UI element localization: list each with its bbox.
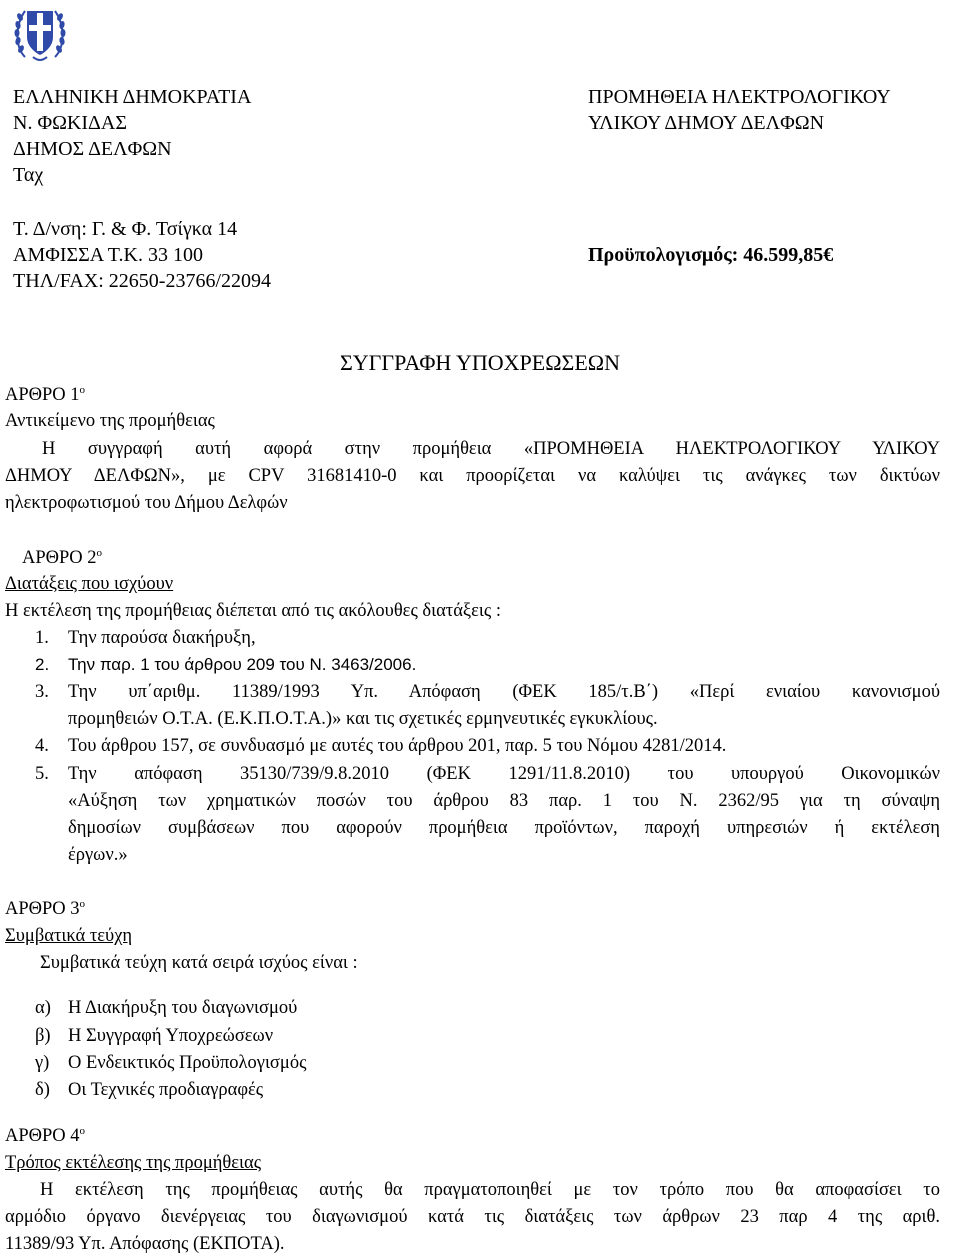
provision-2-number: 2. <box>35 655 50 674</box>
issuer-line-4: Ταχ <box>13 164 44 186</box>
provision-5-line-2: «Αύξηση των χρηματικών ποσών του άρθρου 83 παρ. 1 του Ν. 2362/95 για τη σύναψη <box>68 791 940 811</box>
contract-doc-c-text: Ο Ενδεικτικός Προϋπολογισμός <box>68 1053 307 1073</box>
issuer-line-2: Ν. ΦΩΚΙΔΑΣ <box>13 112 127 134</box>
address-line-2: ΑΜΦΙΣΣΑ Τ.Κ. 33 100 <box>13 244 203 266</box>
document-title: ΣΥΓΓΡΑΦΗ ΥΠΟΧΡΕΩΣΕΩΝ <box>339 350 621 375</box>
article-1-subtitle: Αντικείμενο της προμήθειας <box>5 411 215 431</box>
article-2-intro: Η εκτέλεση της προμήθειας διέπεται από τις ακόλουθες διατάξεις : <box>5 601 502 621</box>
address-line-3: ΤΗΛ/FAX: 22650-23766/22094 <box>13 270 272 292</box>
provision-3-line-1: Την υπ΄αριθμ. 11389/1993 Υπ. Απόφαση (ΦΕΚ 185/τ.Β΄) «Περί ενιαίου κανονισμού <box>68 682 940 702</box>
article-1-line-1: Η συγγραφή αυτή αφορά στην προμήθεια «ΠΡΟΜΗΘΕΙΑ ΗΛΕΚΤΡΟΛΟΓΙΚΟΥ ΥΛΙΚΟΥ <box>42 439 940 459</box>
provision-1-number: 1. <box>35 628 49 648</box>
greek-coat-of-arms-emblem <box>13 3 67 65</box>
article-4-subtitle: Τρόπος εκτέλεσης της προμήθειας <box>5 1153 262 1173</box>
contract-doc-b-number: β) <box>35 1026 51 1046</box>
provision-3-number: 3. <box>35 682 49 702</box>
article-1-line-2: ΔΗΜΟΥ ΔΕΛΦΩΝ», με CPV 31681410-0 και προορίζεται να καλύψει τις ανάγκες των δικτύων <box>5 466 940 486</box>
article-1-heading: ΑΡΘΡΟ $1^o$ <box>5 383 86 405</box>
provision-4-number: 4. <box>35 736 49 756</box>
article-4-line-1: Η εκτέλεση της προμήθειας αυτής θα πραγματοποιηθεί με τον τρόπο που θα αποφασίσει το <box>40 1180 940 1200</box>
contract-doc-c-number: γ) <box>35 1053 50 1073</box>
contract-doc-b-text: Η Συγγραφή Υποχρεώσεων <box>68 1026 274 1046</box>
provision-5-line-4: έργων.» <box>68 845 128 865</box>
article-3-intro: Συμβατικά τεύχη κατά σειρά ισχύος είναι : <box>40 953 358 973</box>
budget-amount: Προϋπολογισμός: 46.599,85€ <box>588 244 834 266</box>
article-3-heading: ΑΡΘΡΟ $3^o$ <box>5 897 86 919</box>
contract-doc-a-text: Η Διακήρυξη του διαγωνισμού <box>68 998 298 1018</box>
project-title-line-2: ΥΛΙΚΟΥ ΔΗΜΟΥ ΔΕΛΦΩΝ <box>588 112 825 134</box>
article-4-line-2: αρμόδιο όργανο διενέργειας του διαγωνισμού κατά τις διατάξεις των άρθρων 23 παρ 4 της αριθ. <box>5 1207 940 1227</box>
address-line-1: Τ. Δ/νση: Γ. & Φ. Τσίγκα 14 <box>13 218 238 240</box>
provision-5-number: 5. <box>35 764 49 784</box>
article-3-subtitle: Συμβατικά τεύχη <box>5 926 133 946</box>
provision-3-line-2: προμηθειών Ο.Τ.Α. (Ε.Κ.Π.Ο.Τ.Α.)» και τις σχετικές ερμηνευτικές εγκυκλίους. <box>68 709 658 729</box>
project-title-line-1: ΠΡΟΜΗΘΕΙΑ ΗΛΕΚΤΡΟΛΟΓΙΚΟΥ <box>588 86 891 108</box>
provision-4-text: Του άρθρου 157, σε συνδυασμό με αυτές του άρθρου 201, παρ. 5 του Νόμου 4281/2014. <box>68 736 727 756</box>
article-2-subtitle: Διατάξεις που ισχύουν <box>5 574 174 594</box>
article-4-line-3: 11389/93 Υπ. Απόφασης (ΕΚΠΟΤΑ). <box>5 1234 285 1254</box>
contract-doc-d-number: δ) <box>35 1080 50 1100</box>
issuer-line-3: ΔΗΜΟΣ ΔΕΛΦΩΝ <box>13 138 172 160</box>
article-2-heading: ΑΡΘΡΟ $2^o$ <box>22 546 103 568</box>
article-4-heading: ΑΡΘΡΟ $4^o$ <box>5 1124 86 1146</box>
provision-2-text: Την παρ. 1 του άρθρου 209 του Ν. 3463/2006. <box>68 655 417 674</box>
provision-1-text: Την παρούσα διακήρυξη, <box>68 628 256 648</box>
contract-doc-a-number: α) <box>35 998 51 1018</box>
article-1-line-3: ηλεκτροφωτισμού του Δήμου Δελφών <box>5 493 288 513</box>
contract-doc-d-text: Οι Τεχνικές προδιαγραφές <box>68 1080 264 1100</box>
issuer-line-1: ΕΛΛΗΝΙΚΗ ΔΗΜΟΚΡΑΤΙΑ <box>13 86 252 108</box>
provision-5-line-3: δημοσίων συμβάσεων που αφορούν προμήθεια προϊόντων, παροχή υπηρεσιών ή εκτέλεση <box>68 818 940 838</box>
provision-5-line-1: Την απόφαση 35130/739/9.8.2010 (ΦΕΚ 1291/11.8.2010) του υπουργού Οικονομικών <box>68 764 940 784</box>
